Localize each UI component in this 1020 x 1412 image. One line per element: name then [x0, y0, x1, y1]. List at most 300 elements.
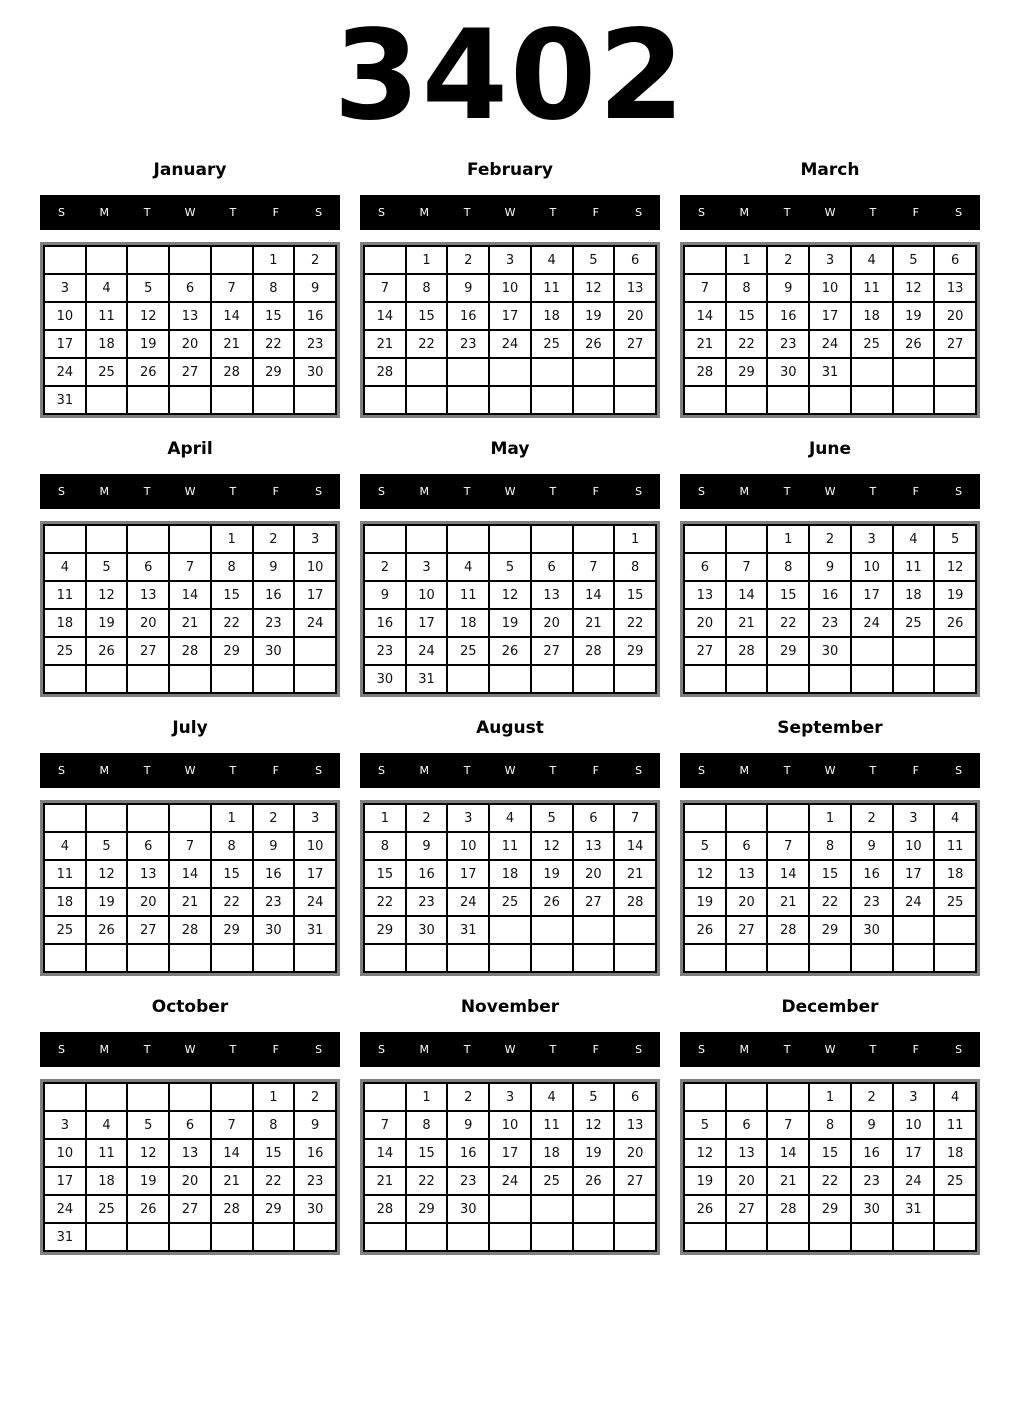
day-cell: 22: [726, 330, 768, 358]
weekday-label: T: [143, 1043, 151, 1056]
empty-day-cell: [726, 1083, 768, 1111]
empty-day-cell: [934, 1223, 976, 1251]
day-cell: 21: [614, 860, 656, 888]
empty-day-cell: [809, 1223, 851, 1251]
day-cell: 2: [294, 1083, 336, 1111]
day-cell: 21: [573, 609, 615, 637]
weekday-label: M: [739, 1043, 750, 1056]
day-cell: 8: [406, 1111, 448, 1139]
day-cell: 14: [169, 581, 211, 609]
empty-day-cell: [127, 804, 169, 832]
day-cell: 13: [614, 274, 656, 302]
week-row: [684, 553, 976, 581]
week-row: [684, 386, 976, 414]
day-cell: 8: [767, 553, 809, 581]
empty-day-cell: [406, 386, 448, 414]
day-cell: 7: [684, 274, 726, 302]
weekday-label: W: [824, 764, 836, 777]
year-title: 3402: [333, 4, 687, 148]
day-cell: 22: [211, 888, 253, 916]
day-cell: 27: [614, 1167, 656, 1195]
day-cell: 21: [169, 609, 211, 637]
empty-day-cell: [447, 944, 489, 972]
week-row: [364, 1111, 656, 1139]
month-block-november: [360, 997, 660, 1255]
weekday-label: T: [783, 485, 791, 498]
weekday-label: T: [549, 485, 557, 498]
day-cell: 23: [294, 1167, 336, 1195]
day-cell: 2: [253, 804, 295, 832]
month-grid-frame: [360, 242, 660, 418]
weekday-label: T: [143, 206, 151, 219]
day-cell: 25: [934, 1167, 976, 1195]
week-row: [44, 386, 336, 414]
day-cell: 26: [86, 637, 128, 665]
weekday-label: T: [229, 1043, 237, 1056]
day-cell: 6: [614, 1083, 656, 1111]
day-cell: 8: [809, 1111, 851, 1139]
day-cell: 26: [127, 358, 169, 386]
day-cell: 17: [809, 302, 851, 330]
week-row: [364, 1223, 656, 1251]
day-cell: 4: [447, 553, 489, 581]
empty-day-cell: [851, 1223, 893, 1251]
day-cell: 13: [684, 581, 726, 609]
day-cell: 29: [767, 637, 809, 665]
month-block-february: [360, 160, 660, 418]
empty-day-cell: [86, 386, 128, 414]
week-row: [44, 609, 336, 637]
empty-day-cell: [893, 665, 935, 693]
days-table: [683, 524, 977, 694]
day-cell: 8: [364, 832, 406, 860]
day-cell: 25: [86, 358, 128, 386]
day-cell: 2: [406, 804, 448, 832]
month-block-september: [680, 718, 980, 976]
empty-day-cell: [211, 944, 253, 972]
day-cell: 8: [253, 1111, 295, 1139]
empty-day-cell: [809, 944, 851, 972]
week-row: [684, 246, 976, 274]
day-cell: 3: [851, 525, 893, 553]
day-cell: 27: [726, 916, 768, 944]
empty-day-cell: [684, 944, 726, 972]
empty-day-cell: [934, 386, 976, 414]
month-grid-frame: [40, 1079, 340, 1255]
empty-day-cell: [893, 1223, 935, 1251]
day-cell: 12: [127, 302, 169, 330]
week-row: [44, 525, 336, 553]
empty-day-cell: [851, 358, 893, 386]
day-cell: 3: [447, 804, 489, 832]
weekday-label: S: [315, 1043, 323, 1056]
empty-day-cell: [573, 1195, 615, 1223]
month-block-june: [680, 439, 980, 697]
weekday-label: W: [184, 1043, 196, 1056]
day-cell: 30: [253, 916, 295, 944]
empty-day-cell: [169, 1083, 211, 1111]
day-cell: 24: [294, 888, 336, 916]
weekday-label: T: [143, 764, 151, 777]
day-cell: 23: [447, 1167, 489, 1195]
empty-day-cell: [44, 1083, 86, 1111]
day-cell: 5: [86, 553, 128, 581]
day-cell: 8: [253, 274, 295, 302]
empty-day-cell: [934, 358, 976, 386]
day-cell: 25: [86, 1195, 128, 1223]
day-cell: 7: [726, 553, 768, 581]
week-row: [44, 860, 336, 888]
day-cell: 3: [893, 1083, 935, 1111]
empty-day-cell: [44, 246, 86, 274]
weekday-label: S: [57, 1043, 65, 1056]
day-cell: 10: [893, 832, 935, 860]
day-cell: 3: [809, 246, 851, 274]
day-cell: 14: [169, 860, 211, 888]
day-cell: 18: [44, 888, 86, 916]
week-row: [44, 1195, 336, 1223]
day-cell: 30: [294, 358, 336, 386]
day-cell: 27: [127, 637, 169, 665]
empty-day-cell: [684, 1083, 726, 1111]
day-cell: 9: [253, 832, 295, 860]
weekday-label: S: [315, 206, 323, 219]
day-cell: 10: [406, 581, 448, 609]
day-cell: 10: [447, 832, 489, 860]
day-cell: 23: [851, 1167, 893, 1195]
day-cell: 23: [851, 888, 893, 916]
day-cell: 7: [169, 553, 211, 581]
day-cell: 2: [851, 804, 893, 832]
week-row: [44, 832, 336, 860]
month-title: April: [167, 439, 213, 459]
day-cell: 15: [406, 1139, 448, 1167]
weekday-label: T: [463, 206, 471, 219]
empty-day-cell: [684, 1223, 726, 1251]
day-cell: 2: [809, 525, 851, 553]
weekday-label: S: [377, 485, 385, 498]
day-cell: 7: [364, 274, 406, 302]
empty-day-cell: [447, 525, 489, 553]
weekday-label: W: [824, 485, 836, 498]
day-cell: 1: [211, 804, 253, 832]
day-cell: 6: [169, 1111, 211, 1139]
empty-day-cell: [726, 386, 768, 414]
weekday-label: F: [272, 1043, 279, 1056]
day-cell: 11: [851, 274, 893, 302]
day-cell: 9: [447, 274, 489, 302]
weekday-label: M: [739, 485, 750, 498]
week-row: [364, 804, 656, 832]
day-cell: 21: [767, 888, 809, 916]
empty-day-cell: [614, 1223, 656, 1251]
weekday-label: S: [955, 764, 963, 777]
empty-day-cell: [573, 665, 615, 693]
months-grid: [40, 160, 980, 1255]
day-cell: 26: [127, 1195, 169, 1223]
day-cell: 29: [809, 1195, 851, 1223]
empty-day-cell: [86, 1083, 128, 1111]
day-cell: 9: [767, 274, 809, 302]
day-cell: 12: [86, 860, 128, 888]
weekday-label: S: [697, 764, 705, 777]
day-cell: 24: [809, 330, 851, 358]
day-cell: 28: [364, 358, 406, 386]
empty-day-cell: [44, 525, 86, 553]
weekday-label: M: [739, 764, 750, 777]
weekday-label: S: [57, 764, 65, 777]
day-cell: 30: [294, 1195, 336, 1223]
day-cell: 27: [169, 358, 211, 386]
month-block-august: [360, 718, 660, 976]
month-grid-frame: [680, 800, 980, 976]
weekday-label: T: [783, 764, 791, 777]
day-cell: 25: [934, 888, 976, 916]
days-table: [363, 524, 657, 694]
empty-day-cell: [767, 1083, 809, 1111]
day-cell: 11: [44, 860, 86, 888]
days-table: [363, 245, 657, 415]
day-cell: 27: [614, 330, 656, 358]
days-table: [363, 1082, 657, 1252]
week-row: [364, 386, 656, 414]
day-cell: 5: [489, 553, 531, 581]
weekday-label: T: [229, 206, 237, 219]
week-row: [44, 274, 336, 302]
month-title: November: [460, 997, 560, 1017]
day-cell: 6: [684, 553, 726, 581]
day-cell: 26: [573, 330, 615, 358]
day-cell: 23: [767, 330, 809, 358]
week-row: [44, 581, 336, 609]
weekday-header: [40, 1032, 340, 1067]
day-cell: 6: [531, 553, 573, 581]
day-cell: 14: [726, 581, 768, 609]
empty-day-cell: [531, 665, 573, 693]
week-row: [684, 581, 976, 609]
day-cell: 29: [406, 1195, 448, 1223]
day-cell: 15: [614, 581, 656, 609]
day-cell: 13: [127, 860, 169, 888]
day-cell: 20: [726, 888, 768, 916]
weekday-label: W: [504, 485, 516, 498]
day-cell: 16: [809, 581, 851, 609]
day-cell: 28: [614, 888, 656, 916]
day-cell: 24: [44, 358, 86, 386]
day-cell: 28: [169, 637, 211, 665]
day-cell: 17: [44, 1167, 86, 1195]
week-row: [684, 302, 976, 330]
empty-day-cell: [169, 525, 211, 553]
day-cell: 28: [211, 1195, 253, 1223]
empty-day-cell: [573, 525, 615, 553]
month-title: March: [800, 160, 860, 180]
day-cell: 4: [934, 1083, 976, 1111]
day-cell: 25: [851, 330, 893, 358]
day-cell: 2: [294, 246, 336, 274]
empty-day-cell: [934, 944, 976, 972]
weekday-label: S: [377, 764, 385, 777]
day-cell: 15: [364, 860, 406, 888]
day-cell: 15: [809, 1139, 851, 1167]
empty-day-cell: [893, 358, 935, 386]
day-cell: 20: [127, 609, 169, 637]
empty-day-cell: [893, 637, 935, 665]
day-cell: 25: [531, 1167, 573, 1195]
day-cell: 15: [406, 302, 448, 330]
week-row: [364, 246, 656, 274]
day-cell: 31: [893, 1195, 935, 1223]
day-cell: 7: [364, 1111, 406, 1139]
day-cell: 14: [767, 860, 809, 888]
day-cell: 31: [406, 665, 448, 693]
day-cell: 31: [44, 386, 86, 414]
weekday-label: T: [463, 764, 471, 777]
week-row: [684, 1083, 976, 1111]
day-cell: 11: [447, 581, 489, 609]
month-title: January: [153, 160, 227, 180]
day-cell: 19: [86, 609, 128, 637]
day-cell: 10: [893, 1111, 935, 1139]
empty-day-cell: [684, 525, 726, 553]
week-row: [684, 804, 976, 832]
day-cell: 17: [489, 302, 531, 330]
empty-day-cell: [726, 944, 768, 972]
day-cell: 29: [364, 916, 406, 944]
week-row: [684, 665, 976, 693]
empty-day-cell: [489, 386, 531, 414]
day-cell: 18: [489, 860, 531, 888]
day-cell: 13: [127, 581, 169, 609]
week-row: [44, 1139, 336, 1167]
day-cell: 23: [253, 888, 295, 916]
week-row: [684, 637, 976, 665]
empty-day-cell: [489, 916, 531, 944]
weekday-header: [40, 474, 340, 509]
day-cell: 20: [614, 302, 656, 330]
day-cell: 5: [934, 525, 976, 553]
day-cell: 19: [573, 1139, 615, 1167]
empty-day-cell: [614, 386, 656, 414]
day-cell: 20: [127, 888, 169, 916]
week-row: [684, 916, 976, 944]
day-cell: 17: [447, 860, 489, 888]
day-cell: 6: [726, 1111, 768, 1139]
day-cell: 31: [44, 1223, 86, 1251]
day-cell: 6: [726, 832, 768, 860]
empty-day-cell: [294, 665, 336, 693]
day-cell: 9: [364, 581, 406, 609]
day-cell: 9: [253, 553, 295, 581]
day-cell: 1: [809, 804, 851, 832]
week-row: [684, 609, 976, 637]
weekday-label: F: [912, 1043, 919, 1056]
day-cell: 24: [489, 330, 531, 358]
week-row: [684, 1111, 976, 1139]
day-cell: 16: [253, 860, 295, 888]
month-block-march: [680, 160, 980, 418]
day-cell: 10: [489, 1111, 531, 1139]
day-cell: 11: [934, 1111, 976, 1139]
empty-day-cell: [767, 944, 809, 972]
day-cell: 16: [851, 1139, 893, 1167]
weekday-header: [360, 753, 660, 788]
day-cell: 24: [893, 1167, 935, 1195]
day-cell: 27: [934, 330, 976, 358]
empty-day-cell: [211, 246, 253, 274]
day-cell: 3: [489, 246, 531, 274]
day-cell: 16: [406, 860, 448, 888]
day-cell: 18: [531, 302, 573, 330]
weekday-label: W: [824, 1043, 836, 1056]
weekday-label: S: [377, 206, 385, 219]
day-cell: 28: [767, 916, 809, 944]
day-cell: 19: [934, 581, 976, 609]
day-cell: 22: [211, 609, 253, 637]
week-row: [44, 302, 336, 330]
empty-day-cell: [726, 665, 768, 693]
day-cell: 13: [934, 274, 976, 302]
weekday-label: T: [143, 485, 151, 498]
empty-day-cell: [127, 665, 169, 693]
weekday-label: S: [57, 206, 65, 219]
empty-day-cell: [934, 916, 976, 944]
weekday-label: T: [229, 764, 237, 777]
weekday-label: F: [592, 1043, 599, 1056]
day-cell: 15: [253, 1139, 295, 1167]
day-cell: 18: [44, 609, 86, 637]
weekday-label: T: [869, 764, 877, 777]
day-cell: 14: [211, 1139, 253, 1167]
days-table: [363, 803, 657, 973]
week-row: [684, 1223, 976, 1251]
day-cell: 21: [211, 1167, 253, 1195]
day-cell: 3: [44, 274, 86, 302]
empty-day-cell: [169, 246, 211, 274]
day-cell: 11: [934, 832, 976, 860]
day-cell: 4: [86, 1111, 128, 1139]
day-cell: 10: [44, 1139, 86, 1167]
weekday-header: [360, 195, 660, 230]
day-cell: 3: [406, 553, 448, 581]
day-cell: 11: [44, 581, 86, 609]
day-cell: 26: [893, 330, 935, 358]
day-cell: 6: [127, 832, 169, 860]
week-row: [364, 553, 656, 581]
day-cell: 19: [684, 888, 726, 916]
empty-day-cell: [294, 944, 336, 972]
weekday-label: T: [229, 485, 237, 498]
day-cell: 14: [364, 1139, 406, 1167]
empty-day-cell: [86, 944, 128, 972]
empty-day-cell: [44, 665, 86, 693]
day-cell: 23: [364, 637, 406, 665]
day-cell: 27: [573, 888, 615, 916]
day-cell: 22: [809, 888, 851, 916]
week-row: [364, 525, 656, 553]
day-cell: 19: [127, 1167, 169, 1195]
day-cell: 30: [364, 665, 406, 693]
month-title: October: [151, 997, 229, 1017]
weekday-label: F: [272, 485, 279, 498]
empty-day-cell: [531, 1195, 573, 1223]
day-cell: 24: [893, 888, 935, 916]
week-row: [684, 330, 976, 358]
day-cell: 18: [851, 302, 893, 330]
day-cell: 19: [127, 330, 169, 358]
empty-day-cell: [573, 944, 615, 972]
day-cell: 21: [364, 330, 406, 358]
